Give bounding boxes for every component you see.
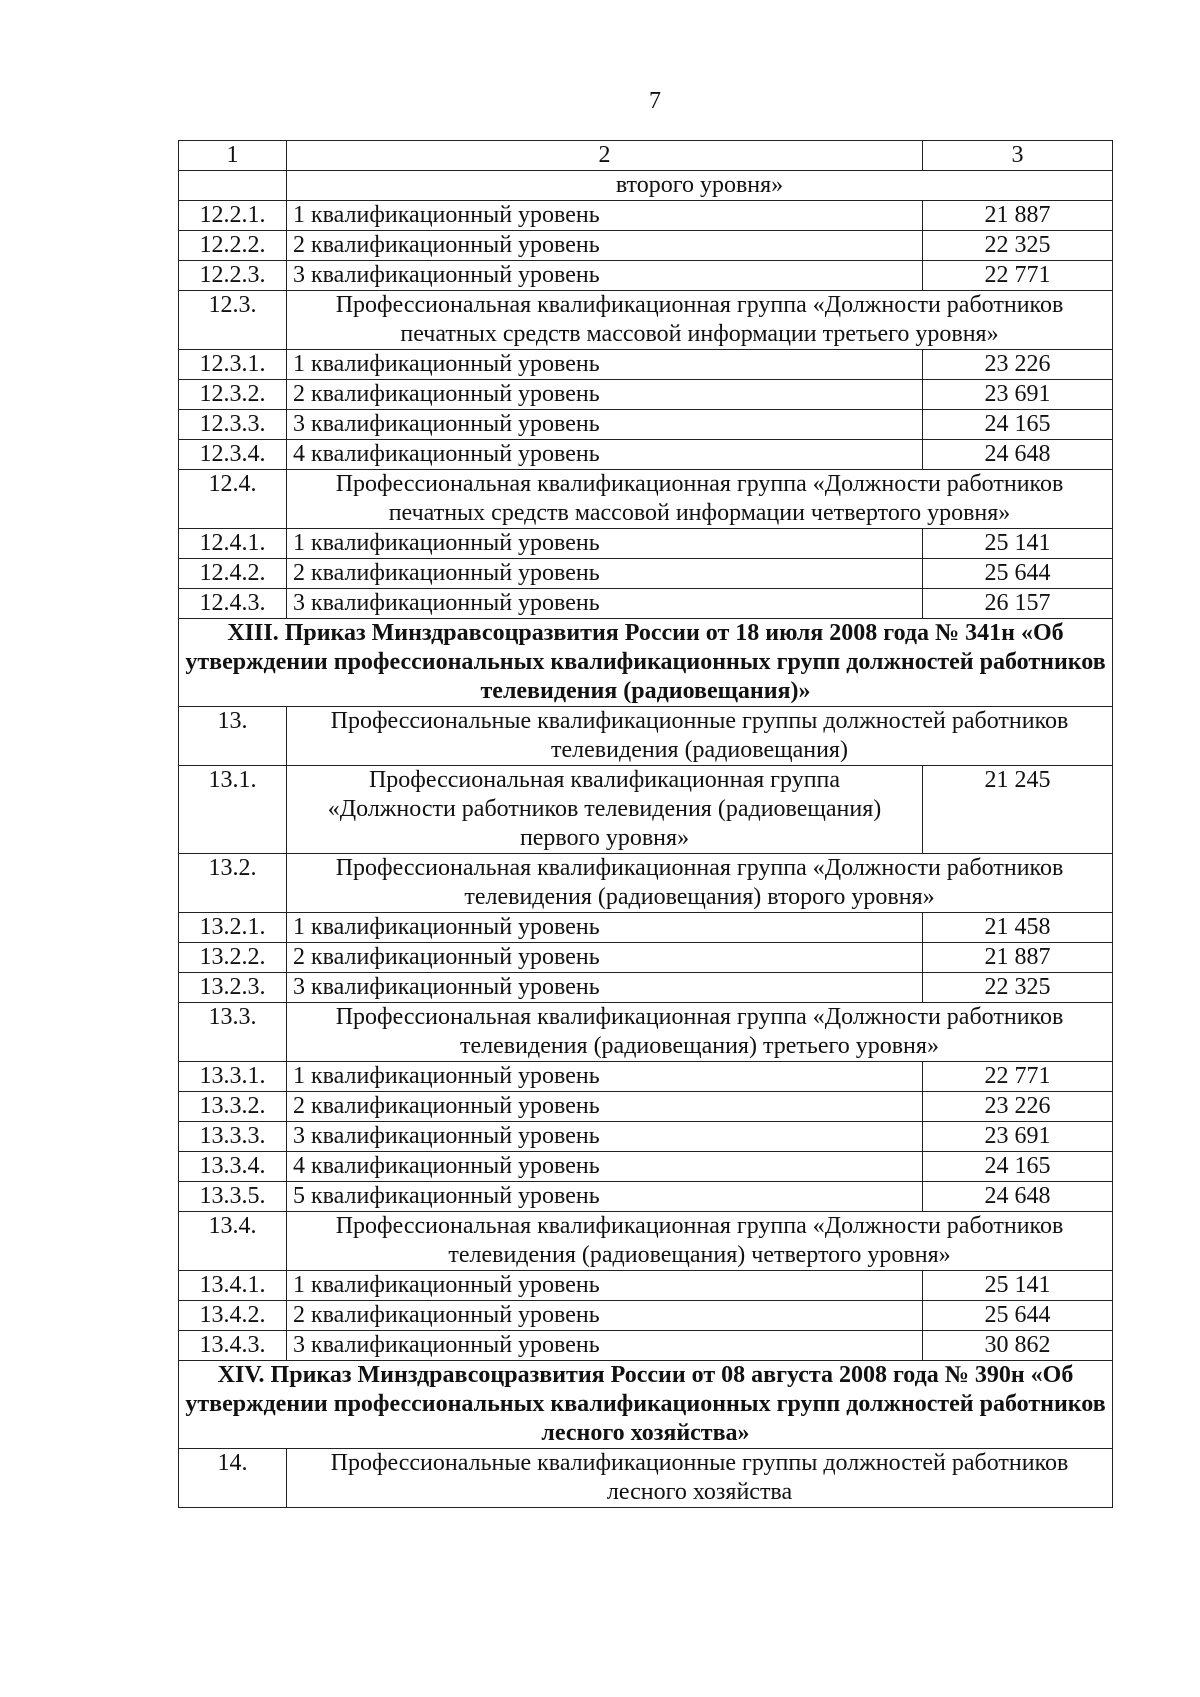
header-col-3: 3 — [923, 141, 1113, 171]
qualification-level-row — [179, 410, 1113, 440]
row-number: 12.2.2. — [179, 231, 287, 261]
group-title: Профессиональные квалификационные группы должностей работников лесного хозяйства — [287, 1449, 1113, 1508]
qualification-group-row — [179, 1449, 1113, 1508]
row-number: 12.4.2. — [179, 559, 287, 589]
qualification-level-row — [179, 440, 1113, 470]
row-number: 13.3.1. — [179, 1062, 287, 1092]
level-name: 4 квалификационный уровень — [287, 1152, 923, 1182]
level-name: 3 квалификационный уровень — [287, 1122, 923, 1152]
level-name: 3 квалификационный уровень — [287, 973, 923, 1003]
page-number: 7 — [649, 88, 661, 114]
row-number: 13.4.2. — [179, 1301, 287, 1331]
qualification-level-row — [179, 943, 1113, 973]
table-header-row — [179, 141, 1113, 171]
salary-value: 21 245 — [923, 766, 1113, 854]
row-number: 13.4. — [179, 1212, 287, 1271]
row-number: 13.2. — [179, 854, 287, 913]
level-name: 5 квалификационный уровень — [287, 1182, 923, 1212]
row-number: 12.2.1. — [179, 201, 287, 231]
group-title: Профессиональная квалификационная группа «Должности работников телевидения (радиовещания) четвертого уровня» — [287, 1212, 1113, 1271]
row-number: 13.3.4. — [179, 1152, 287, 1182]
row-number: 13.3.5. — [179, 1182, 287, 1212]
row-number: 13.4.1. — [179, 1271, 287, 1301]
level-name: 2 квалификационный уровень — [287, 1092, 923, 1122]
level-name: 2 квалификационный уровень — [287, 380, 923, 410]
salary-value: 24 648 — [923, 1182, 1113, 1212]
qualification-level-row — [179, 589, 1113, 619]
row-number: 13.3.2. — [179, 1092, 287, 1122]
level-name: 1 квалификационный уровень — [287, 1062, 923, 1092]
qualification-level-row — [179, 1331, 1113, 1361]
salary-value: 24 165 — [923, 1152, 1113, 1182]
group-title: Профессиональная квалификационная группа «Должности работников телевидения (радиовещания) третьего уровня» — [287, 1003, 1113, 1062]
qualification-level-row — [179, 231, 1113, 261]
salary-value: 21 458 — [923, 913, 1113, 943]
level-name: 1 квалификационный уровень — [287, 529, 923, 559]
level-name: 3 квалификационный уровень — [287, 1331, 923, 1361]
salary-value: 25 141 — [923, 1271, 1113, 1301]
salary-value: 24 165 — [923, 410, 1113, 440]
qualification-group-row — [179, 766, 1113, 854]
group-title: Профессиональная квалификационная группа «Должности работников телевидения (радиовещания) первого уровня» — [287, 766, 923, 854]
row-number: 13.2.1. — [179, 913, 287, 943]
level-name: 2 квалификационный уровень — [287, 231, 923, 261]
row-number-empty — [179, 171, 287, 201]
qualification-level-row — [179, 913, 1113, 943]
salary-value: 23 226 — [923, 350, 1113, 380]
group-title: Профессиональная квалификационная группа «Должности работников печатных средств массовой информации четвертого уровня» — [287, 470, 1113, 529]
row-number: 12.3.2. — [179, 380, 287, 410]
row-number: 12.4.1. — [179, 529, 287, 559]
level-name: 1 квалификационный уровень — [287, 1271, 923, 1301]
level-name: 3 квалификационный уровень — [287, 589, 923, 619]
qualification-level-row — [179, 201, 1113, 231]
qualification-level-row — [179, 559, 1113, 589]
salary-value: 30 862 — [923, 1331, 1113, 1361]
row-number: 13.1. — [179, 766, 287, 854]
salary-value: 22 325 — [923, 231, 1113, 261]
salary-value: 22 325 — [923, 973, 1113, 1003]
level-name: 4 квалификационный уровень — [287, 440, 923, 470]
header-col-1: 1 — [179, 141, 287, 171]
row-number: 12.3. — [179, 291, 287, 350]
level-name: 1 квалификационный уровень — [287, 201, 923, 231]
salary-table — [178, 140, 1113, 1508]
row-number: 12.3.4. — [179, 440, 287, 470]
row-number: 13.2.2. — [179, 943, 287, 973]
qualification-group-row — [179, 470, 1113, 529]
qualification-group-row — [179, 854, 1113, 913]
level-name: 1 квалификационный уровень — [287, 350, 923, 380]
qualification-level-row — [179, 973, 1113, 1003]
group-title: Профессиональная квалификационная группа «Должности работников телевидения (радиовещания) второго уровня» — [287, 854, 1113, 913]
row-number: 12.4. — [179, 470, 287, 529]
salary-value: 25 141 — [923, 529, 1113, 559]
salary-value: 21 887 — [923, 943, 1113, 973]
row-number: 12.3.1. — [179, 350, 287, 380]
qualification-level-row — [179, 261, 1113, 291]
salary-value: 22 771 — [923, 1062, 1113, 1092]
group-title-continuation: второго уровня» — [287, 171, 1113, 201]
section-heading-row — [179, 619, 1113, 707]
row-number: 13.3.3. — [179, 1122, 287, 1152]
table-body — [179, 141, 1113, 1508]
level-name: 2 квалификационный уровень — [287, 943, 923, 973]
level-name: 3 квалификационный уровень — [287, 410, 923, 440]
level-name: 3 квалификационный уровень — [287, 261, 923, 291]
salary-value: 26 157 — [923, 589, 1113, 619]
row-number: 12.2.3. — [179, 261, 287, 291]
continuation-row — [179, 171, 1113, 201]
row-number: 13.4.3. — [179, 1331, 287, 1361]
qualification-level-row — [179, 1062, 1113, 1092]
row-number: 12.3.3. — [179, 410, 287, 440]
qualification-level-row — [179, 350, 1113, 380]
qualification-level-row — [179, 1271, 1113, 1301]
qualification-group-row — [179, 1003, 1113, 1062]
row-number: 13. — [179, 707, 287, 766]
salary-value: 21 887 — [923, 201, 1113, 231]
qualification-level-row — [179, 1182, 1113, 1212]
qualification-level-row — [179, 1152, 1113, 1182]
row-number: 13.3. — [179, 1003, 287, 1062]
qualification-level-row — [179, 1092, 1113, 1122]
qualification-level-row — [179, 1301, 1113, 1331]
row-number: 14. — [179, 1449, 287, 1508]
salary-value: 24 648 — [923, 440, 1113, 470]
row-number: 13.2.3. — [179, 973, 287, 1003]
salary-value: 23 691 — [923, 380, 1113, 410]
qualification-group-row — [179, 1212, 1113, 1271]
qualification-level-row — [179, 380, 1113, 410]
level-name: 1 квалификационный уровень — [287, 913, 923, 943]
header-col-2: 2 — [287, 141, 923, 171]
row-number: 12.4.3. — [179, 589, 287, 619]
salary-value: 23 691 — [923, 1122, 1113, 1152]
salary-value: 25 644 — [923, 1301, 1113, 1331]
group-title: Профессиональные квалификационные группы должностей работников телевидения (радиовещания) — [287, 707, 1113, 766]
qualification-group-row — [179, 291, 1113, 350]
qualification-group-row — [179, 707, 1113, 766]
level-name: 2 квалификационный уровень — [287, 559, 923, 589]
section-heading-row — [179, 1361, 1113, 1449]
section-heading: XIV. Приказ Минздравсоцразвития России от 08 августа 2008 года № 390н «Об утверждении профессиональных квалификационных групп должностей работников лесного хозяйства» — [179, 1361, 1113, 1449]
salary-value: 23 226 — [923, 1092, 1113, 1122]
salary-value: 22 771 — [923, 261, 1113, 291]
section-heading: XIII. Приказ Минздравсоцразвития России от 18 июля 2008 года № 341н «Об утверждении профессиональных квалификационных групп должностей работников телевидения (радиовещания)» — [179, 619, 1113, 707]
qualification-level-row — [179, 1122, 1113, 1152]
qualification-level-row — [179, 529, 1113, 559]
salary-value: 25 644 — [923, 559, 1113, 589]
level-name: 2 квалификационный уровень — [287, 1301, 923, 1331]
group-title: Профессиональная квалификационная группа «Должности работников печатных средств массовой информации третьего уровня» — [287, 291, 1113, 350]
